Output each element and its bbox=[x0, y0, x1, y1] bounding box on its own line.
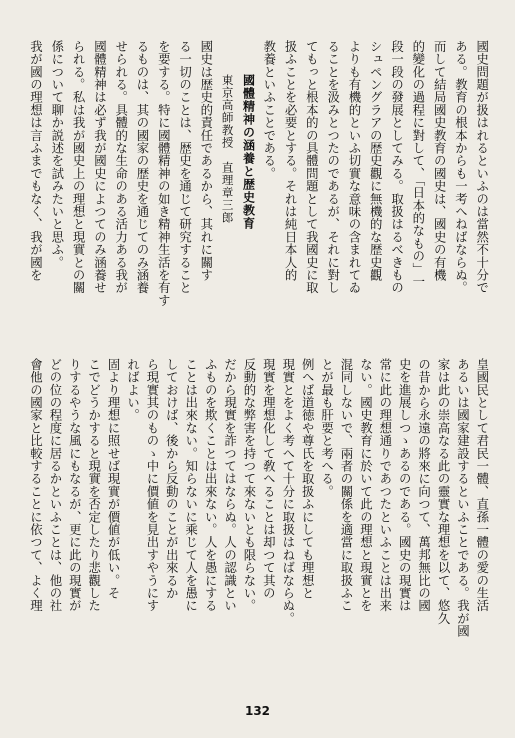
text-column: 史を進展しつゝあるのである。國史の現實は bbox=[397, 358, 413, 612]
text-column: るものは、其の國家の歴史を通じてのみ涵養 bbox=[134, 40, 150, 294]
text-column: 現實とをよく考へて十分に取扱はねばならぬ。 bbox=[280, 358, 296, 625]
text-column: あるいは國家建設するといふことである。我が國 bbox=[455, 358, 471, 638]
text-column: ふものを欺くことは出來ない。人を愚にする bbox=[203, 358, 219, 612]
text-column: こでどうかすると現實を否定したり悲觀した bbox=[86, 358, 102, 612]
text-column: 會他の國家と比較することに依つて、よく理 bbox=[28, 358, 44, 612]
text-column: 混同しないで、兩者の關係を適當に取扱ふこ bbox=[339, 358, 354, 612]
text-column: せられる。具體的な生命のある活力ある我が bbox=[113, 40, 129, 294]
text-column: てもっと根本的の具體問題として我國史に取 bbox=[304, 40, 320, 294]
text-column: 固より理想に照せば現實が價値が低い。そ bbox=[106, 358, 122, 600]
text-column: られる。私は我が國史上の理想と現實との關 bbox=[71, 40, 87, 294]
text-column: 的變化の過程に對して、「日本的なもの」一 bbox=[410, 40, 426, 288]
text-column: 現實を理想化して敎へることは却つて其の bbox=[261, 358, 277, 600]
upper-text-band bbox=[28, 40, 490, 335]
lower-text-band bbox=[28, 358, 490, 696]
author-byline: 東京高師教授 直理章三郎 bbox=[220, 74, 235, 224]
text-column: 教養といふことである。 bbox=[261, 40, 277, 180]
page-number: 132 bbox=[244, 704, 271, 718]
text-column: 例へば道徳や尊氏を取扱ふにしても理想と bbox=[300, 358, 316, 600]
text-column: の昔から永遠の將來に向つて、萬邦無比の國 bbox=[416, 358, 432, 612]
text-column: 常に此の理想通りであつたといふことは出来 bbox=[377, 358, 393, 612]
text-column: 國史は歴史的責任であるから、其れに關す bbox=[198, 40, 214, 282]
text-column: りするやうな風にもなるが、更に此の現實が bbox=[67, 358, 83, 612]
text-column: とが最も肝要と考へる。 bbox=[319, 358, 335, 498]
text-column: 國史問題が扱はれるといふのは當然不十分で bbox=[474, 40, 490, 294]
text-column: 係について聊か説述を試みたいと思ふ。 bbox=[49, 40, 65, 269]
text-column: 家は此の崇高なる此の靈實な理想を以て、悠久 bbox=[436, 358, 452, 625]
text-column: しておけば、後から反動のことが出來るか bbox=[164, 358, 180, 600]
section-heading: 國體精神の涵養と歴史教育 bbox=[241, 74, 256, 230]
text-column: よりも有機的といふ切實な意味の含まれてゐ bbox=[346, 40, 362, 294]
text-column: 扱ふことを必要とする。それは純日本人的 bbox=[283, 40, 299, 282]
text-column: 國體精神は必ず我が國史によつてのみ涵養せ bbox=[92, 40, 108, 294]
text-column: る一切のことは、歴史を通じて研究すること bbox=[177, 40, 193, 294]
text-column: ことは出來ない。知らないに乘じて人を愚に bbox=[183, 358, 199, 612]
text-column: 而して結局國史教育の國史は、國史の有機 bbox=[432, 40, 448, 282]
text-column: 皇國民として君民一體、直孫一體の愛の生活 bbox=[474, 358, 490, 612]
text-column: ある。教育の根本からも一考へねばならぬ。 bbox=[453, 40, 469, 294]
text-column: 我が國の理想は言ふまでもなく、我が國を bbox=[28, 40, 44, 282]
text-column: どの位の程度に居るかといふことは、他の社 bbox=[47, 358, 63, 612]
text-column: を要する。特に國體精神の如き精神生活を有す bbox=[156, 40, 172, 307]
text-column: ればよい。 bbox=[125, 358, 141, 422]
text-column: 反動的な弊害を持つて來ないとも限らない。 bbox=[241, 358, 257, 612]
text-column: だから現實を詐つてはならぬ。人の認識とい bbox=[222, 358, 238, 612]
text-column: ら現實其のものゝ中に價値を見出すやうにす bbox=[144, 358, 160, 612]
text-column: シュペングラアの歴史觀に無機的な歴史觀 bbox=[368, 40, 384, 282]
text-column: 段一段の發展としてみる。取扱はるべきもの bbox=[389, 40, 405, 294]
text-column: ることを汲みとつたのであるが、それに對し bbox=[325, 40, 341, 294]
text-column: ない。國史教育に於いて此の理想と現實とを bbox=[358, 358, 374, 612]
